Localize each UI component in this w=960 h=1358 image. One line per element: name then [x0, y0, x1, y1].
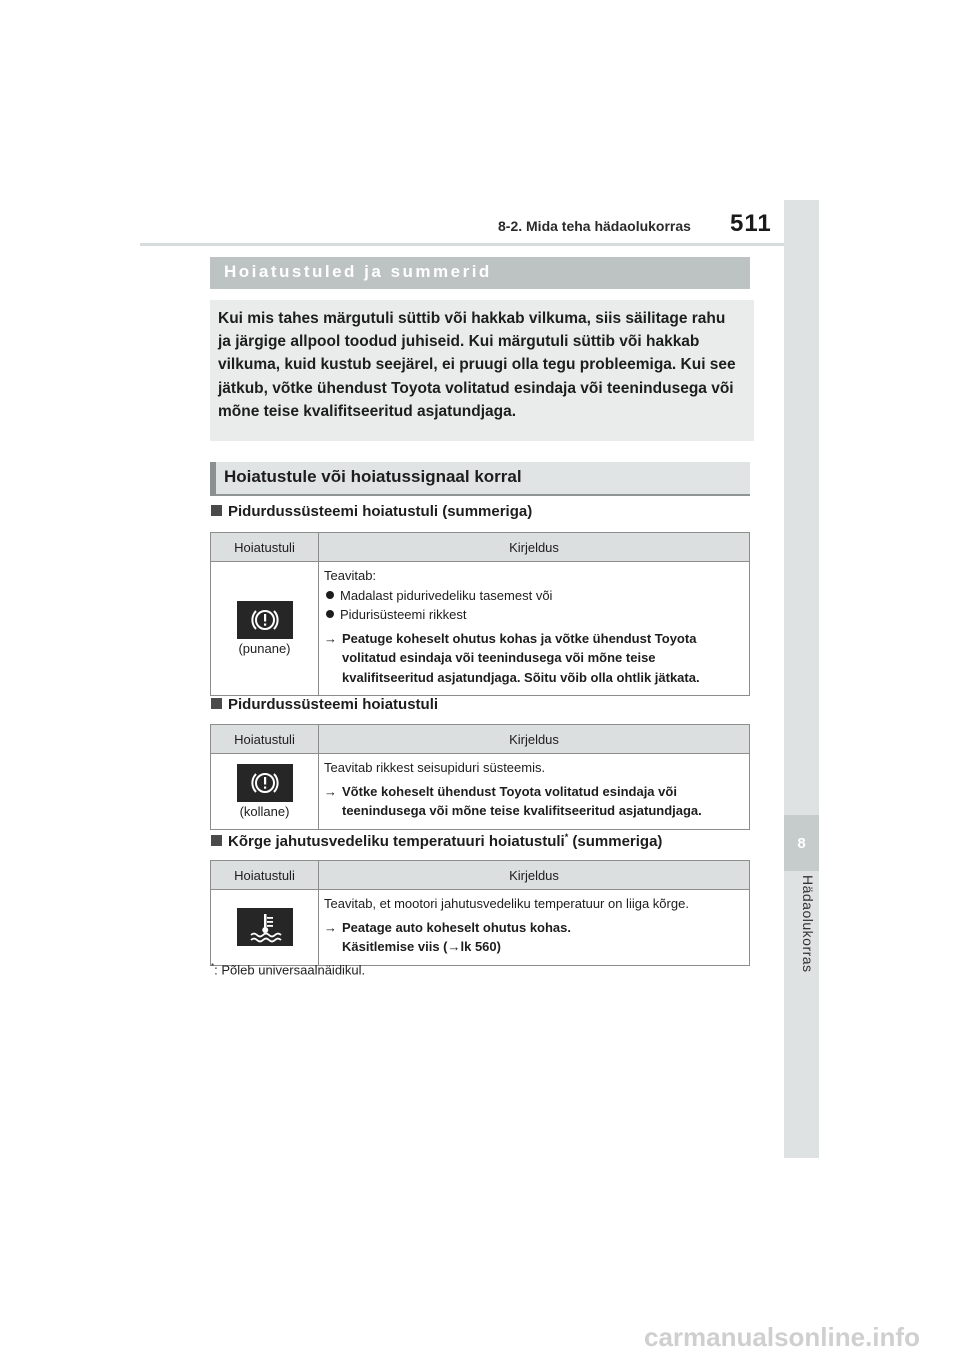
intro-text: Kui mis tahes märgutuli süttib või hakkab vilkuma, siis säilitage rahu ja järgige allpool toodud juhiseid. Kui märgutuli süttib või hakkab vilkuma, kuid kustub seejärel, ei pruugi olla tegu probleemiga. Kui see jätkub, võtke ühendust Toyota volitatud esindaja või teenindusega või mõne teise kvalifitseeritud asjatundjaga. — [218, 310, 736, 420]
subheading-accent — [210, 462, 216, 496]
watermark: carmanualsonline.info — [644, 1322, 920, 1352]
bullet-dot-icon — [326, 591, 334, 599]
action-instruction — [324, 918, 743, 957]
coolant-temperature-icon — [237, 908, 293, 946]
footnote-marker: * — [564, 832, 569, 842]
column-header-description: Kirjeldus — [319, 725, 750, 754]
column-header-light: Hoiatustuli — [211, 861, 319, 890]
warning-table — [210, 724, 750, 830]
description-cell — [319, 562, 750, 696]
column-header-description: Kirjeldus — [319, 533, 750, 562]
brake-warning-icon — [237, 601, 293, 639]
brake-warning-icon — [237, 764, 293, 802]
description-cell — [319, 754, 750, 830]
arrow-icon: → — [324, 783, 337, 799]
footnote-marker: * — [211, 962, 215, 971]
page-title-bar — [210, 257, 750, 289]
arrow-icon: → — [324, 630, 337, 646]
icon-caption: (kollane) — [239, 803, 290, 819]
bullet-item: Madalast pidurivedeliku tasemest või — [324, 586, 743, 606]
action-text: Peatage auto koheselt ohutus kohas. Käsitlemise viis (→lk 560) — [342, 919, 571, 954]
description-intro: Teavitab: — [324, 568, 377, 583]
section-heading: Pidurdussüsteemi hoiatustuli — [211, 696, 438, 713]
description-cell — [319, 890, 750, 966]
intro-box — [210, 300, 754, 441]
chapter-number-tab[interactable] — [784, 815, 819, 871]
action-text: Võtke koheselt ühendust Toyota volitatud esindaja või teenindusega või mõne teise kvalifitseeritud asjatundjaga. — [342, 783, 702, 818]
page-reference-link[interactable]: lk 560) — [460, 939, 501, 954]
subheading: Hoiatustule või hoiatussignaal korral — [224, 467, 522, 486]
action-text: Peatuge koheselt ohutus kohas ja võtke ühendust Toyota volitatud esindaja või teenindusega või mõne teise kvalifitseeritud asjatundjaga. Sõitu võib olla ohtlik jätkata. — [342, 630, 700, 685]
section-heading: Pidurdussüsteemi hoiatustuli (summeriga) — [211, 503, 532, 520]
description-intro: Teavitab, et mootori jahutusvedeliku temperatuur on liiga kõrge. — [324, 896, 689, 911]
square-bullet-icon — [211, 698, 222, 709]
bullet-item: Pidurisüsteemi rikkest — [324, 605, 743, 625]
square-bullet-icon — [211, 835, 222, 846]
bullet-dot-icon — [326, 610, 334, 618]
section-heading: Kõrge jahutusvedeliku temperatuuri hoiatustuli* (summeriga) — [211, 832, 662, 850]
warning-light-cell — [211, 890, 319, 966]
warning-light-cell — [211, 562, 319, 696]
page-number: 511 — [730, 210, 772, 237]
column-header-description: Kirjeldus — [319, 861, 750, 890]
header-divider — [140, 243, 784, 246]
footnote: *: Põleb universaalnäidikul. — [211, 962, 366, 978]
arrow-icon: → — [447, 939, 461, 954]
column-header-light: Hoiatustuli — [211, 725, 319, 754]
subheading-bar — [210, 462, 750, 496]
chapter-label: Hädaolukorras — [800, 875, 816, 973]
column-header-light: Hoiatustuli — [211, 533, 319, 562]
chapter-number: 8 — [797, 834, 806, 852]
action-instruction — [324, 629, 743, 688]
action-instruction — [324, 782, 743, 821]
section-header: 8-2. Mida teha hädaolukorras — [498, 218, 691, 234]
square-bullet-icon — [211, 505, 222, 516]
icon-caption: (punane) — [238, 641, 291, 656]
page-title: Hoiatustuled ja summerid — [224, 262, 492, 281]
warning-table — [210, 860, 750, 966]
warning-light-cell — [211, 754, 319, 830]
description-intro: Teavitab rikkest seisupiduri süsteemis. — [324, 760, 546, 775]
arrow-icon: → — [324, 919, 337, 935]
warning-table — [210, 532, 750, 696]
